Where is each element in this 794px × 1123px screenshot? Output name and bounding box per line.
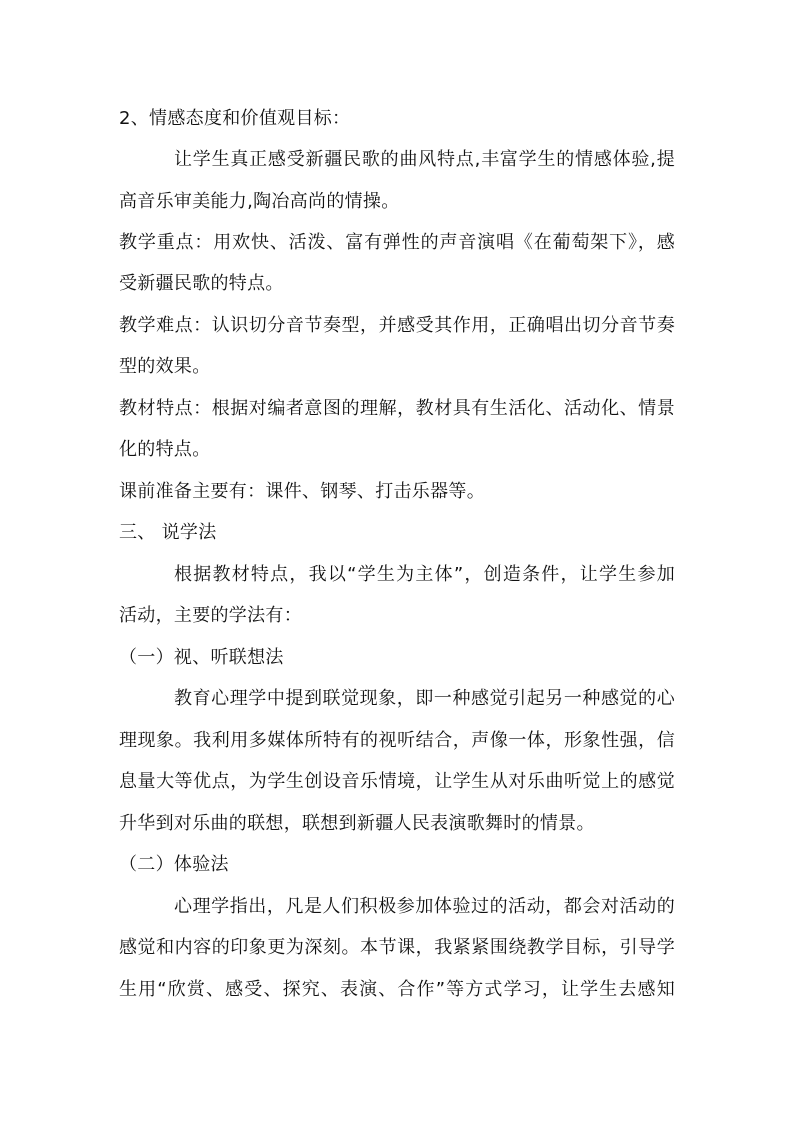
key-point-line: 教学重点：用欢快、活泼、富有弹性的声音演唱《在葡萄架下》，感 [119,232,675,253]
method-1-line: 教育心理学中提到联觉现象，即一种感觉引起另一种感觉的心 [174,688,675,709]
method-2-line: 心理学指出，凡是人们积极参加体验过的活动，都会对活动的 [174,896,675,917]
section-3-heading: 三、 说学法 [119,522,217,543]
material-line: 化的特点。 [119,439,211,460]
difficulty-line: 型的效果。 [119,356,211,377]
goal-paragraph-line: 高音乐审美能力,陶冶高尚的情操。 [119,191,400,212]
method-2-heading: （二）体验法 [119,854,229,875]
key-point-line: 受新疆民歌的特点。 [119,273,284,294]
method-1-line: 息量大等优点，为学生创设音乐情境，让学生从对乐曲听觉上的感觉 [119,771,675,792]
method-1-line: 升华到对乐曲的联想，联想到新疆人民表演歌舞时的情景。 [119,813,595,834]
goal-paragraph-line: 让学生真正感受新疆民歌的曲风特点,丰富学生的情感体验,提 [174,149,675,170]
method-1-heading: （一）视、听联想法 [119,647,284,668]
difficulty-line: 教学难点：认识切分音节奏型，并感受其作用，正确唱出切分音节奏 [119,315,675,336]
method-2-line: 生用“欣赏、感受、探究、表演、合作”等方式学习，让学生去感知 [119,979,675,1000]
material-line: 教材特点：根据对编者意图的理解，教材具有生活化、活动化、情景 [119,398,675,419]
section-2-heading: 2、情感态度和价值观目标： [119,108,351,129]
method-2-line: 感觉和内容的印象更为深刻。本节课，我紧紧围绕教学目标，引导学 [119,937,675,958]
method-1-line: 理现象。我利用多媒体所特有的视听结合，声像一体，形象性强，信 [119,730,675,751]
method-intro-line: 根据教材特点，我以“学生为主体”，创造条件，让学生参加 [174,564,675,585]
method-intro-line: 活动，主要的学法有： [119,605,302,626]
preparation-line: 课前准备主要有：课件、钢琴、打击乐器等。 [119,481,485,502]
